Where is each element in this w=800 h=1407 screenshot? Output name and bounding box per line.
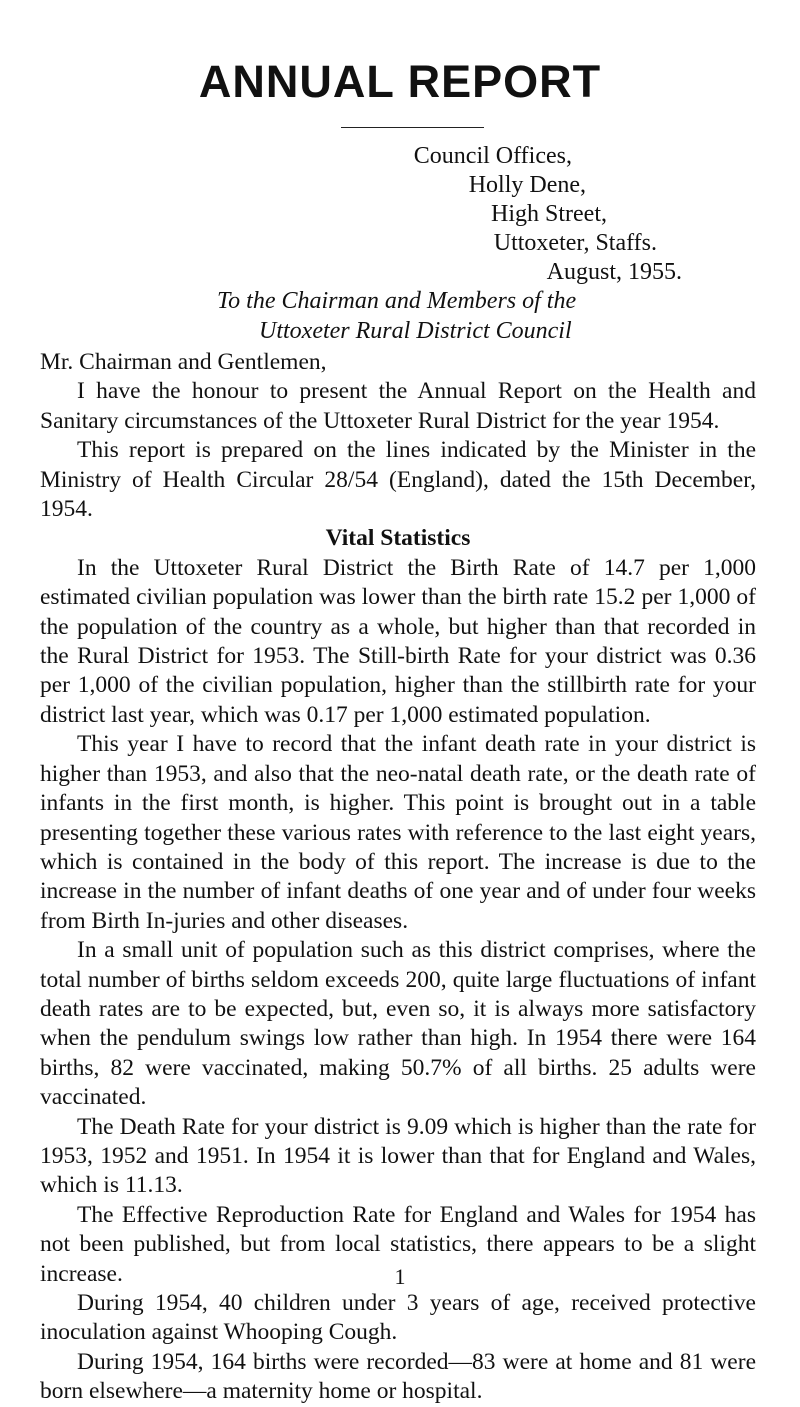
paragraph-fluctuations: In a small unit of population such as this district comprises, where the total number of births seldom exceeds 200, quite large fluctuations of infant death rates are to be expected, but, even so, it is always more satisfactory when the pendulum swings low rather than high. In 1954 there were 164 births, 82 were vaccinated, making 50.7% of all births. 25 adults were vaccinated.: [40, 937, 756, 1111]
paragraph-infant-death-rate: This year I have to record that the infant death rate in your district is higher than 1953, and also that the neo-natal death rate, or the death rate of infants in the first month, is higher. This point is brought out in a table presenting together these various rates with reference to the last eight years, which is contained in the body of this report. The increase is due to the increase in the number of infant deaths of one year and of under four weeks from Birth In-juries and other diseases.: [40, 731, 756, 934]
report-title: ANNUAL REPORT: [198, 56, 602, 107]
addressee-line-2: Uttoxeter Rural District Council: [259, 318, 572, 344]
address-line-4: Uttoxeter, Staffs.: [493, 230, 657, 256]
address-line-3: High Street,: [491, 201, 607, 227]
section-heading-vital-statistics: Vital Statistics: [325, 525, 471, 552]
address-line-1: Council Offices,: [413, 143, 572, 169]
paragraph-death-rate: The Death Rate for your district is 9.09 which is higher than the rate for 1953, 1952 and 1951. In 1954 it is lower than that for England and Wales, which is 11.13.: [40, 1113, 756, 1199]
title-underline: [341, 127, 484, 128]
addressee-line-1: To the Chairman and Members of the: [217, 288, 577, 314]
address-line-2: Holly Dene,: [468, 172, 586, 198]
paragraph-birth-rate: In the Uttoxeter Rural District the Birth Rate of 14.7 per 1,000 estimated civilian population was lower than the birth rate 15.2 per 1,000 of the population of the country as a whole, but higher than that recorded in the Rural District for 1953. The Still-birth Rate for your district was 0.36 per 1,000 of the civilian population, higher than the stillbirth rate for your district last year, which was 0.17 per 1,000 estimated population.: [40, 554, 756, 728]
paragraph-circular: This report is prepared on the lines indicated by the Minister in the Ministry of Health Circular 28/54 (England), dated the 15th December, 1954.: [40, 437, 756, 523]
paragraph-reproduction-rate: The Effective Reproduction Rate for England and Wales for 1954 has not been published, but from local statistics, there appears to be a slight increase.: [40, 1201, 756, 1287]
page-number: 1: [394, 1264, 406, 1289]
paragraph-births-recorded: During 1954, 164 births were recorded—83 were at home and 81 were born elsewhere—a maternity home or hospital.: [40, 1348, 756, 1405]
letter-date: August, 1955.: [546, 259, 682, 285]
report-body: [40, 348, 756, 1407]
paragraph-intro: I have the honour to present the Annual Report on the Health and Sanitary circumstances of the Uttoxeter Rural District for the year 1954.: [40, 378, 756, 434]
paragraph-whooping-cough: During 1954, 40 children under 3 years of age, received protective inoculation against Whooping Cough.: [40, 1290, 756, 1346]
salutation: Mr. Chairman and Gentlemen,: [40, 349, 327, 375]
